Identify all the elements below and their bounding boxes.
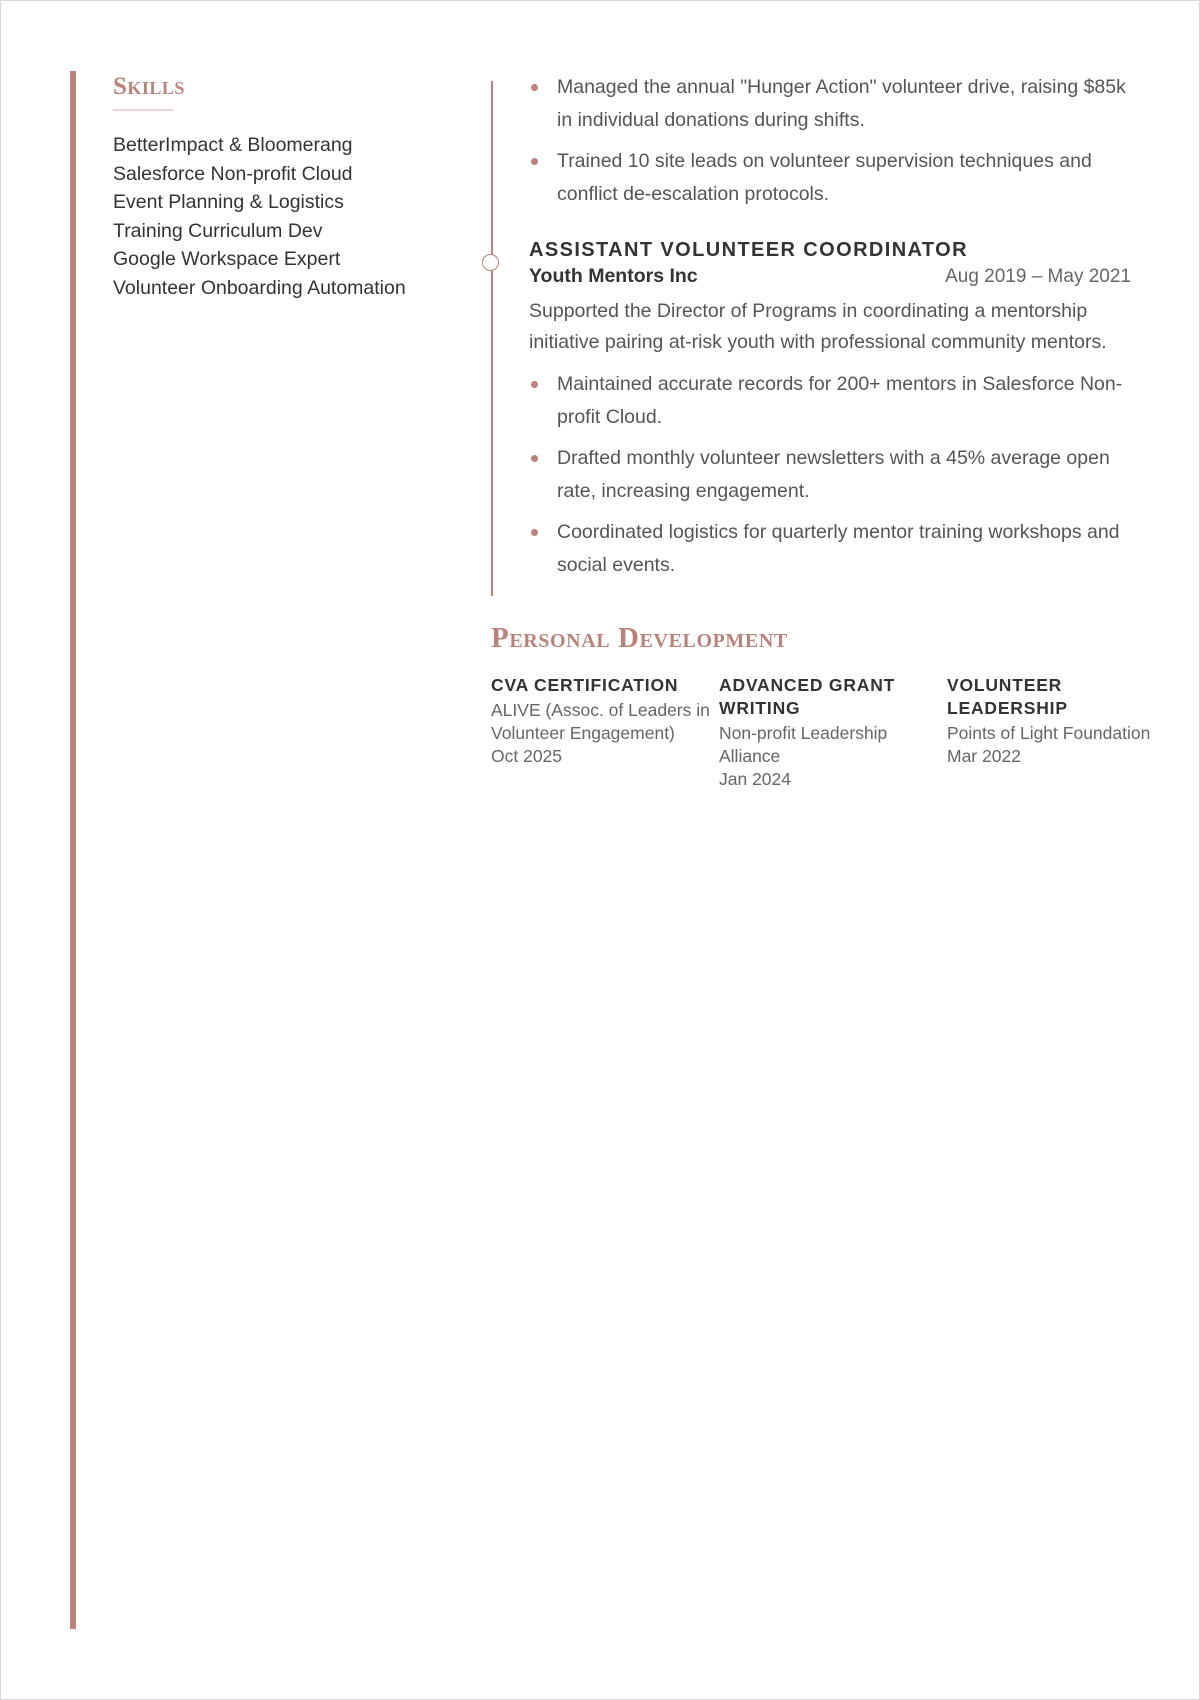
timeline-line — [491, 81, 493, 596]
job-dates: Aug 2019 – May 2021 — [945, 266, 1131, 287]
certification-item — [491, 674, 719, 791]
certification-issuer: Non-profit Leadership Alliance — [719, 723, 888, 766]
job-bullets — [529, 368, 1131, 582]
left-accent-bar — [70, 71, 76, 1629]
certification-name: VOLUNTEER LEADERSHIP — [947, 675, 1068, 718]
skill-item: Event Planning & Logistics — [113, 191, 344, 213]
skill-item: BetterImpact & Bloomerang — [113, 134, 353, 156]
certification-date: Oct 2025 — [491, 746, 563, 766]
certification-issuer: Points of Light Foundation — [947, 723, 1151, 743]
skills-list — [113, 131, 443, 302]
job-meta — [529, 265, 1131, 288]
skills-section — [113, 71, 443, 302]
skills-heading: Skills — [113, 73, 185, 100]
bullet-item: Maintained accurate records for 200+ mentors in Salesforce Non-profit Cloud. — [529, 368, 1131, 434]
bullet-item: Coordinated logistics for quarterly mentor training workshops and social events. — [529, 516, 1131, 582]
skill-item: Google Workspace Expert — [113, 248, 341, 270]
bullet-item: Drafted monthly volunteer newsletters with a 45% average open rate, increasing engagement. — [529, 442, 1131, 508]
certification-name: CVA CERTIFICATION — [491, 675, 679, 695]
job-company: Youth Mentors Inc — [529, 265, 698, 287]
bullet-item: Trained 10 site leads on volunteer supervision techniques and conflict de-escalation protocols. — [529, 145, 1131, 211]
previous-job-bullets — [529, 71, 1131, 211]
skill-item: Volunteer Onboarding Automation — [113, 276, 406, 299]
skill-item: Salesforce Non-profit Cloud — [113, 162, 353, 185]
certification-item — [947, 674, 1175, 791]
certification-item — [719, 674, 947, 791]
bullet-item: Managed the annual "Hunger Action" volunteer drive, raising $85k in individual donations during shifts. — [529, 71, 1131, 137]
certification-issuer: ALIVE (Assoc. of Leaders in Volunteer Engagement) — [491, 700, 710, 743]
job-summary: Supported the Director of Programs in coordinating a mentorship initiative pairing at-risk youth with professional community mentors. — [529, 300, 1107, 353]
certification-date: Mar 2022 — [947, 746, 1021, 766]
personal-development-heading: Personal Development — [491, 622, 788, 654]
personal-development-section — [491, 620, 1151, 791]
main-column — [491, 71, 1151, 791]
certification-list — [491, 674, 1151, 791]
skill-item: Training Curriculum Dev — [113, 219, 323, 242]
certification-date: Jan 2024 — [719, 769, 792, 789]
job-entry — [529, 237, 1131, 582]
timeline-node-icon — [482, 254, 499, 271]
certification-name: ADVANCED GRANT WRITING — [719, 675, 896, 718]
job-title: ASSISTANT VOLUNTEER COORDINATOR — [529, 239, 968, 261]
skills-heading-underline — [113, 109, 173, 111]
experience-timeline — [491, 71, 1131, 582]
